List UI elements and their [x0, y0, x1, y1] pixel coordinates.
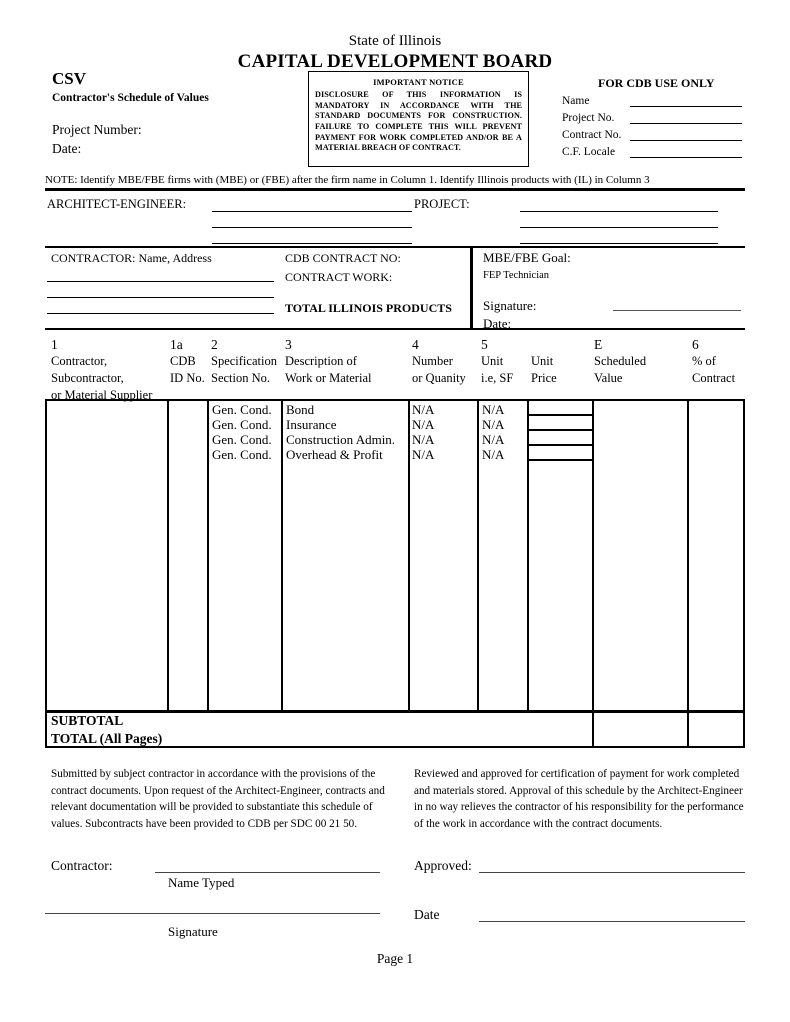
- cdb-contract-no-label: CDB CONTRACT NO:: [285, 251, 401, 265]
- col-label-1-line2: Subcontractor,: [51, 371, 124, 385]
- cdb-field-line-cf-locale[interactable]: [630, 157, 742, 158]
- name-typed-line[interactable]: [155, 872, 380, 873]
- unit-price-box-rule-2: [527, 429, 592, 431]
- name-typed-caption: Name Typed: [168, 875, 235, 890]
- total-illinois-products-label: TOTAL ILLINOIS PRODUCTS: [285, 301, 452, 315]
- col-number-4: 4: [412, 337, 419, 352]
- important-notice-box: [308, 71, 529, 167]
- mbe-signature-label: Signature:: [483, 298, 537, 313]
- cdb-field-label-name: Name: [562, 95, 590, 107]
- notice-body: DISCLOSURE OF THIS INFORMATION IS MANDATORY IN ACCORDANCE WITH THE STANDARD DOCUMENTS FOR CONSTRUCTION. FAILURE TO COMPLETE THIS WILL PREVENT PAYMENT FOR WORK COMPLETED AND/OR BE A MATERIAL BREACH OF CONTRACT.: [315, 90, 522, 153]
- cdb-field-line-contract-no[interactable]: [630, 140, 742, 141]
- table-row: Overhead & Profit: [286, 447, 383, 462]
- approved-date-line[interactable]: [479, 921, 745, 922]
- col-label-1a-line2: ID No.: [170, 371, 205, 385]
- cdb-field-label-contract-no: Contract No.: [562, 129, 622, 141]
- table-vrule-col4: [477, 399, 479, 710]
- table-vrule-col5: [527, 399, 529, 710]
- table-row: Gen. Cond.: [212, 447, 272, 462]
- col-label-5-line1: Unit: [481, 354, 504, 368]
- table-row: N/A: [412, 447, 435, 462]
- fep-technician-label: FEP Technician: [483, 270, 550, 281]
- note-strip: NOTE: Identify MBE/FBE firms with (MBE) or (FBE) after the firm name in Column 1. Identify Illinois products with (IL) in Column 3: [45, 174, 650, 186]
- col-number-5: 5: [481, 337, 488, 352]
- table-row: N/A: [412, 402, 435, 417]
- contractor-line-3[interactable]: [47, 313, 274, 314]
- note-divider: [45, 188, 745, 191]
- state-line: State of Illinois: [348, 33, 442, 49]
- table-row: Insurance: [286, 417, 337, 432]
- mbe-date-label: Date:: [483, 316, 512, 331]
- table-row: N/A: [412, 432, 435, 447]
- table-vrule-scheduled-value: [687, 399, 689, 748]
- table-row: Gen. Cond.: [212, 417, 272, 432]
- table-row: N/A: [482, 432, 505, 447]
- reviewed-paragraph: Reviewed and approved for certification of payment for work completed and materials stored. Approval of this schedule by the Architect-Engineer in no way relieves the contractor of his responsibility for the performance of the work in accordance with the contract documents.: [414, 768, 744, 830]
- submitted-paragraph: Submitted by subject contractor in accordance with the provisions of the contract documents. Upon request of the Architect-Engineer, contracts and relevant documentation will be provided to substantiate this schedule of values. Subcontracts have been provided to CDB per SDC 00 21 50.: [51, 768, 385, 830]
- col-label-4-line2: or Quanity: [412, 371, 466, 385]
- cdb-field-line-name[interactable]: [630, 106, 742, 107]
- table-row: Bond: [286, 402, 315, 417]
- col-number-1a: 1a: [170, 337, 183, 352]
- col-label-6-line2: Contract: [692, 371, 736, 385]
- table-vrule-col1: [167, 399, 169, 710]
- subtotal-label: SUBTOTAL: [51, 713, 124, 728]
- col-label-1a-line1: CDB: [170, 354, 196, 368]
- cdb-use-only-title: FOR CDB USE ONLY: [598, 76, 715, 90]
- col-label-1-line3: or Material Supplier: [51, 388, 153, 402]
- page-title: CAPITAL DEVELOPMENT BOARD: [237, 51, 553, 72]
- col-label-5-line2: i.e, SF: [481, 371, 514, 385]
- col-label-unit-price-line2: Price: [531, 371, 557, 385]
- approved-line[interactable]: [479, 872, 745, 873]
- cdb-field-line-project-no[interactable]: [630, 123, 742, 124]
- mbe-fbe-goal-label: MBE/FBE Goal:: [483, 250, 571, 265]
- project-line-3[interactable]: [520, 243, 718, 244]
- table-row: Gen. Cond.: [212, 402, 272, 417]
- contractor-line-1[interactable]: [47, 281, 274, 282]
- col-label-E-line2: Value: [594, 371, 623, 385]
- contractor-signature-label: Contractor:: [51, 858, 113, 873]
- col-label-3-line1: Description of: [285, 354, 357, 368]
- mbe-signature-line[interactable]: [613, 310, 741, 311]
- contractor-name-address-label: CONTRACTOR: Name, Address: [51, 251, 212, 265]
- col-label-2-line2: Section No.: [211, 371, 271, 385]
- page-number: Page 1: [376, 951, 414, 966]
- col-label-6-line1: % of: [692, 354, 716, 368]
- project-label: PROJECT:: [414, 197, 470, 211]
- total-label: TOTAL (All Pages): [51, 731, 163, 746]
- col-number-E: E: [594, 337, 603, 352]
- table-vrule-col3: [408, 399, 410, 710]
- col-number-6: 6: [692, 337, 699, 352]
- table-row: Gen. Cond.: [212, 432, 272, 447]
- project-line-1[interactable]: [520, 211, 718, 212]
- col-label-unit-price-line1: Unit: [531, 354, 554, 368]
- band-vertical-divider: [470, 246, 473, 330]
- approved-date-label: Date: [414, 907, 440, 922]
- notice-title: IMPORTANT NOTICE: [373, 77, 464, 87]
- cdb-field-label-cf-locale: C.F. Locale: [562, 146, 616, 158]
- col-label-4-line1: Number: [412, 354, 453, 368]
- table-vrule-col1a: [207, 399, 209, 710]
- schedule-of-values-table: [45, 399, 745, 748]
- architect-line-1[interactable]: [212, 211, 412, 212]
- col-label-3-line2: Work or Material: [285, 371, 372, 385]
- table-vrule-unit-price: [592, 399, 594, 748]
- table-row: N/A: [482, 417, 505, 432]
- col-label-E-line1: Scheduled: [594, 354, 647, 368]
- contract-work-label: CONTRACT WORK:: [285, 270, 393, 284]
- table-row: N/A: [482, 447, 505, 462]
- date-label: Date:: [52, 141, 82, 156]
- unit-price-box-rule-1: [527, 414, 592, 416]
- table-row: N/A: [482, 402, 505, 417]
- form-code: CSV: [52, 69, 87, 88]
- col-label-2-line1: Specification: [211, 354, 277, 368]
- signature-caption: Signature: [168, 924, 218, 939]
- architect-line-2[interactable]: [212, 227, 412, 228]
- unit-price-box-rule-4: [527, 459, 592, 461]
- project-line-2[interactable]: [520, 227, 718, 228]
- col-number-1: 1: [51, 337, 58, 352]
- unit-price-box-rule-3: [527, 444, 592, 446]
- table-vrule-col2: [281, 399, 283, 710]
- col-number-3: 3: [285, 337, 292, 352]
- project-number-label: Project Number:: [52, 122, 142, 137]
- subtotal-separator: [45, 710, 745, 713]
- contractor-line-2[interactable]: [47, 297, 274, 298]
- cdb-field-label-project-no: Project No.: [562, 112, 615, 124]
- table-row: N/A: [412, 417, 435, 432]
- table-row: Construction Admin.: [286, 432, 396, 447]
- architect-line-3[interactable]: [212, 243, 412, 244]
- col-number-2: 2: [211, 337, 218, 352]
- approved-label: Approved:: [414, 858, 472, 873]
- form-subtitle: Contractor's Schedule of Values: [52, 92, 209, 104]
- signature-line[interactable]: [45, 913, 380, 914]
- col-label-1-line1: Contractor,: [51, 354, 108, 368]
- architect-engineer-label: ARCHITECT-ENGINEER:: [47, 197, 187, 211]
